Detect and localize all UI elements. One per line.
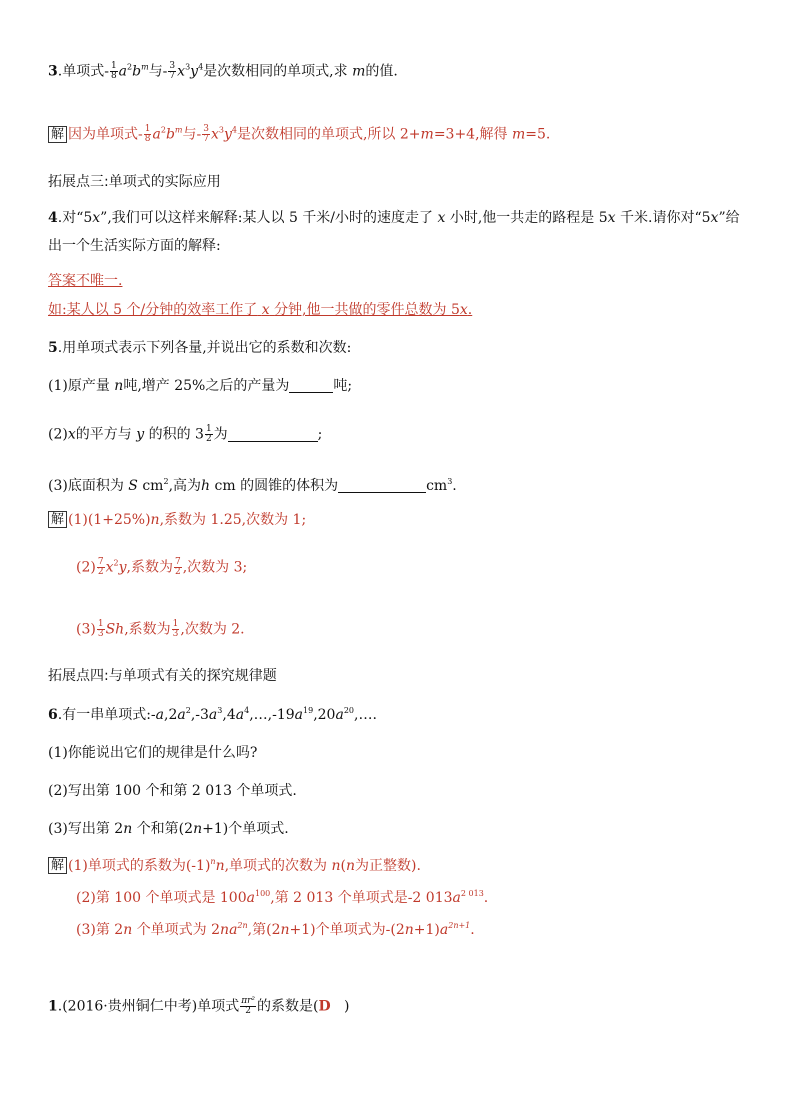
solution-marker: 解 [48, 511, 67, 528]
section-heading-3: 拓展点三:单项式的实际应用 [48, 174, 221, 190]
answer-3: 解 因为单项式- $\frac{1}{8}$ $a^2b^m$与- $\frac{3}{7}$ $x^3y^4$是次数相同的单项式,所以 2+m=3+4,解得 m=5. [48, 125, 550, 144]
fraction: $\frac{1}{2}$ [205, 424, 212, 444]
answer-4-line-1: 答案不唯一. [48, 273, 123, 289]
fraction: $\frac{1}{8}$ [144, 124, 151, 144]
answer-blank [289, 392, 333, 393]
fraction: $\frac{\text{πr²}}{2}$ [241, 996, 256, 1016]
question-4-line-1: 4.对“5x”,我们可以这样来解释:某人以 5 千米/小时的速度走了 x 小时,他一共走的路程是 5x 千米.请你对“5x”给 [48, 210, 740, 226]
fraction: $\frac{1}{3}$ [97, 619, 104, 639]
question-5: 5.用单项式表示下列各量,并说出它的系数和次数: [48, 340, 352, 356]
answer-6-line-3: (3)第 2n 个单项式为 $2na^{2n}$,第(2n+1)个单项式为$-(2n+1)a^{2n+1}$. [76, 921, 475, 938]
solution-marker: 解 [48, 857, 67, 874]
answer-5-line-1: 解 (1)(1+25%)n,系数为 1.25,次数为 1; [48, 511, 306, 529]
question-3: 3.单项式- $\frac{1}{8}$ $a^2b^m$与- $\frac{3}{7}$ $x^3y^4$是次数相同的单项式,求 m的值. [48, 61, 398, 81]
answer-blank [228, 441, 318, 442]
question-4-line-2: 出一个生活实际方面的解释: [48, 238, 221, 254]
question-6-part-3: (3)写出第 2n 个和第(2n+1)个单项式. [48, 821, 289, 837]
answer-blank [338, 492, 426, 493]
fraction: $\frac{1}{8}$ [110, 61, 117, 81]
fraction: $\frac{7}{2}$ [174, 557, 181, 577]
answer-4-line-2: 如:某人以 5 个/分钟的效率工作了 x 分钟,他一共做的零件总数为 5x. [48, 302, 473, 318]
fraction: $\frac{7}{2}$ [97, 557, 104, 577]
answer-6-line-1: 解 (1)单项式的系数为$(-1)^nn$,单项式的次数为 n(n为正整数). [48, 857, 421, 875]
question-6-part-2: (2)写出第 100 个和第 2 013 个单项式. [48, 783, 297, 799]
answer-6-line-2: (2)第 100 个单项式是 $100a^{100}$,第 2 013 个单项式是-2 $013a^{2 013}$. [76, 889, 489, 906]
question-number: 3 [48, 63, 58, 80]
fraction: $\frac{3}{7}$ [169, 61, 176, 81]
question-6: 6.有一串单项式$:-a,2a^2,-3a^3,4a^4,\dots,-19a^{19},20a^{20},\dots$. [48, 706, 377, 723]
question-5-part-1: (1)原产量 n吨,增产 25%之后的产量为 吨; [48, 378, 353, 394]
question-5-part-3: (3)底面积为 S $cm^2$,高为h cm 的圆锥的体积为 $cm^3$. [48, 477, 457, 494]
answer-5-line-3: (3) $\frac{1}{3}$ Sh,系数为 $\frac{1}{3}$ ,次数为 2. [76, 619, 245, 639]
fraction: $\frac{1}{3}$ [172, 619, 179, 639]
question-5-part-2: (2)x的平方与 y 的积的 3 $\frac{1}{2}$ 为 ; [48, 424, 323, 444]
answer-5-line-2: (2) $\frac{7}{2}$ $x^2y$,系数为 $\frac{7}{2}$ ,次数为 3; [76, 557, 248, 577]
answer-choice: D [318, 998, 331, 1015]
section-heading-4: 拓展点四:与单项式有关的探究规律题 [48, 668, 277, 684]
question-6-part-1: (1)你能说出它们的规律是什么吗? [48, 745, 258, 761]
question-1: 1.(2016·贵州铜仁中考)单项式 $\frac{\text{πr²}}{2}$ 的系数是(D ) [48, 996, 350, 1016]
fraction: $\frac{3}{7}$ [203, 124, 209, 144]
solution-marker: 解 [48, 126, 67, 143]
